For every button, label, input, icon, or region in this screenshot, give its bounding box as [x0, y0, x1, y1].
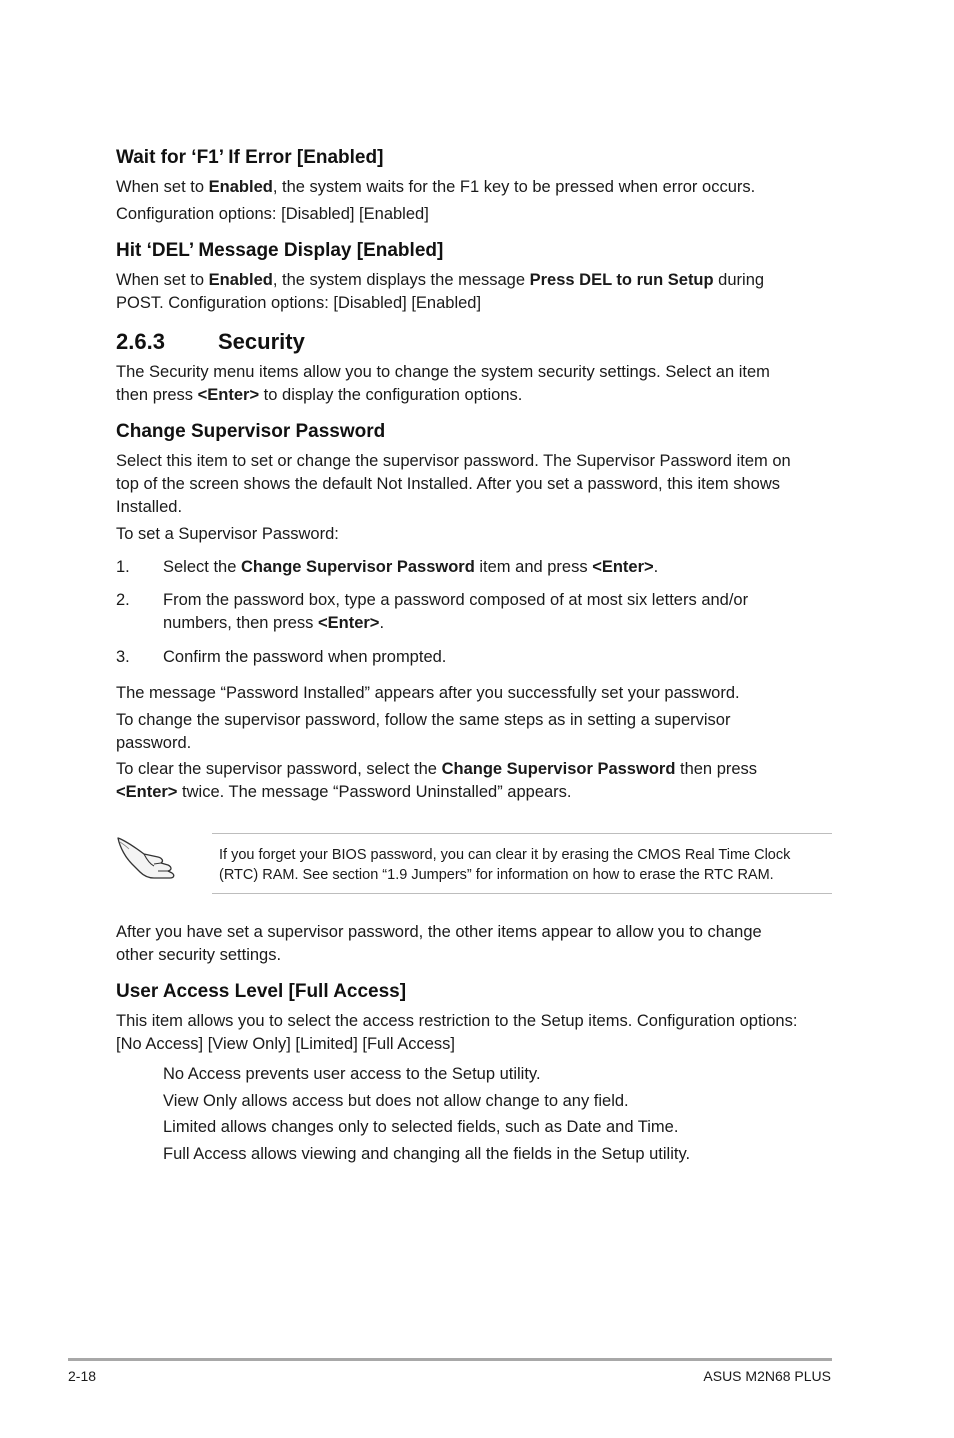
user-access-desc-line1: This item allows you to select the access restriction to the Setup items. Configuration options:: [116, 1012, 798, 1030]
access-item-full-access: Full Access allows viewing and changing all the fields in the Setup utility.: [163, 1145, 691, 1163]
supervisor-desc-line2: top of the screen shows the default Not Installed. After you set a password, this item shows: [116, 475, 781, 493]
note-line1: If you forget your BIOS password, you can clear it by erasing the CMOS Real Time Clock: [219, 847, 791, 863]
user-access-heading: User Access Level [Full Access]: [116, 981, 407, 1002]
step-2-line1: From the password box, type a password composed of at most six letters and/or: [163, 591, 749, 609]
note-top-rule: [212, 833, 832, 834]
security-intro-line1: The Security menu items allow you to change the system security settings. Select an item: [116, 363, 770, 381]
note-line2: (RTC) RAM. See section “1.9 Jumpers” for information on how to erase the RTC RAM.: [219, 867, 774, 883]
supervisor-desc-line3: Installed.: [116, 498, 183, 516]
wait-f1-options: Configuration options: [Disabled] [Enabled]: [116, 205, 429, 223]
user-access-desc-line2: [No Access] [View Only] [Limited] [Full Access]: [116, 1035, 455, 1053]
step-1-text: Select the Change Supervisor Password item and press <Enter>.: [163, 558, 659, 576]
wait-f1-heading: Wait for ‘F1’ If Error [Enabled]: [116, 147, 384, 168]
supervisor-heading: Change Supervisor Password: [116, 421, 386, 442]
change-line2: password.: [116, 734, 192, 752]
change-line1: To change the supervisor password, follow the same steps as in setting a supervisor: [116, 711, 731, 729]
hit-del-heading: Hit ‘DEL’ Message Display [Enabled]: [116, 240, 444, 261]
after-line2: other security settings.: [116, 946, 282, 964]
pointing-hand-icon: [114, 834, 180, 884]
product-name: ASUS M2N68 PLUS: [703, 1368, 831, 1384]
wait-f1-description: When set to Enabled, the system waits for the F1 key to be pressed when error occurs.: [116, 178, 756, 196]
access-item-limited: Limited allows changes only to selected fields, such as Date and Time.: [163, 1118, 679, 1136]
note-bottom-rule: [212, 893, 832, 894]
step-3-text: Confirm the password when prompted.: [163, 648, 447, 666]
supervisor-desc-line1: Select this item to set or change the supervisor password. The Supervisor Password item on: [116, 452, 791, 470]
page-number: 2-18: [68, 1368, 97, 1384]
hit-del-description: When set to Enabled, the system displays the message Press DEL to run Setup during: [116, 271, 765, 289]
access-item-no-access: No Access prevents user access to the Setup utility.: [163, 1065, 541, 1083]
clear-line1: To clear the supervisor password, select the Change Supervisor Password then press: [116, 760, 758, 778]
to-set-label: To set a Supervisor Password:: [116, 525, 339, 543]
after-line1: After you have set a supervisor password, the other items appear to allow you to change: [116, 923, 762, 941]
hit-del-options: POST. Configuration options: [Disabled] [Enabled]: [116, 294, 482, 312]
access-item-view-only: View Only allows access but does not allow change to any field.: [163, 1092, 629, 1110]
step-2-number: 2.: [116, 591, 130, 609]
step-1-number: 1.: [116, 558, 130, 576]
security-intro-line2: then press <Enter> to display the configuration options.: [116, 386, 523, 404]
footer-rule: [68, 1358, 832, 1361]
section-title: Security: [218, 329, 305, 354]
step-3-number: 3.: [116, 648, 130, 666]
step-2-line2: numbers, then press <Enter>.: [163, 614, 385, 632]
clear-line2: <Enter> twice. The message “Password Uninstalled” appears.: [116, 783, 572, 801]
msg-installed: The message “Password Installed” appears after you successfully set your password.: [116, 684, 740, 702]
section-number: 2.6.3: [116, 329, 165, 354]
